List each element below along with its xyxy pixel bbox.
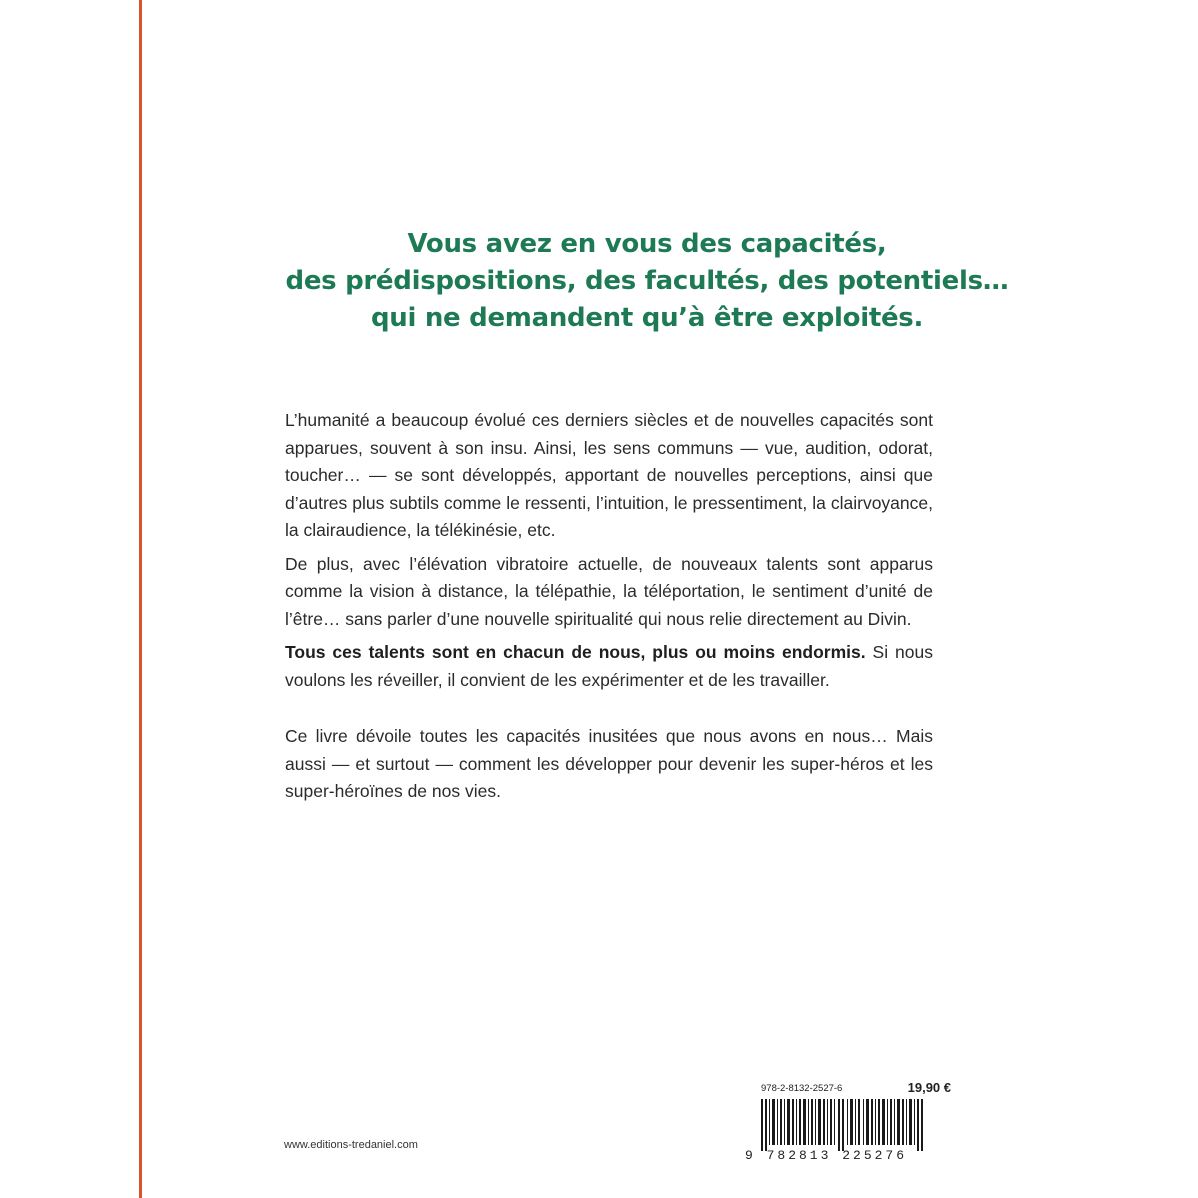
price-label: 19,90 € — [907, 1080, 951, 1095]
headline-line-3: qui ne demandent qu’à être exploités. — [370, 303, 924, 333]
headline-line-1: Vous avez en vous des capacités, — [407, 229, 887, 259]
body-text — [285, 407, 933, 812]
paragraph-3-rest: Si nous voulons les réveiller, il convient de les expérimenter et de les travailler. — [285, 642, 934, 690]
paragraph-1: L’humanité a beaucoup évolué ces derniers siècles et de nouvelles capacités sont apparues, souvent à son insu. Ainsi, les sens communs — vue, audition, odorat, toucher… — se sont développés, apportant de nouvelles perceptions, ainsi que d’autres plus subtils comme le ressenti, l’intuition, le pressentiment, la clairvoyance, la clairaudience, la télékinésie, etc. — [285, 410, 933, 540]
headline-line-2: des prédispositions, des facultés, des potentiels… — [285, 266, 1009, 296]
barcode-block — [745, 1081, 953, 1163]
barcode-icon — [755, 1099, 947, 1151]
headline-block — [230, 226, 1064, 337]
publisher-website: www.editions-tredaniel.com — [284, 1139, 418, 1151]
paragraph-4: Ce livre dévoile toutes les capacités inusitées que nous avons en nous… Mais aussi — et surtout — comment les développer pour devenir les super-héros et les super-héroïnes de nos vies. — [285, 726, 933, 801]
paragraph-3-emphasis: Tous ces talents sont en chacun de nous, plus ou moins endormis. — [285, 642, 866, 662]
barcode-digits: 9 782813 225276 — [745, 1148, 908, 1163]
isbn-label: 978-2-8132-2527-6 — [761, 1083, 843, 1094]
paragraph-2: De plus, avec l’élévation vibratoire actuelle, de nouveaux talents sont apparus comme la vision à distance, la télépathie, la téléportation, le sentiment d’unité de l’être… sans parler d’une nouvelle spiritualité qui nous relie directement au Divin. — [285, 553, 933, 629]
paragraph-3 — [285, 639, 933, 694]
spine-divider-line — [139, 0, 142, 1198]
